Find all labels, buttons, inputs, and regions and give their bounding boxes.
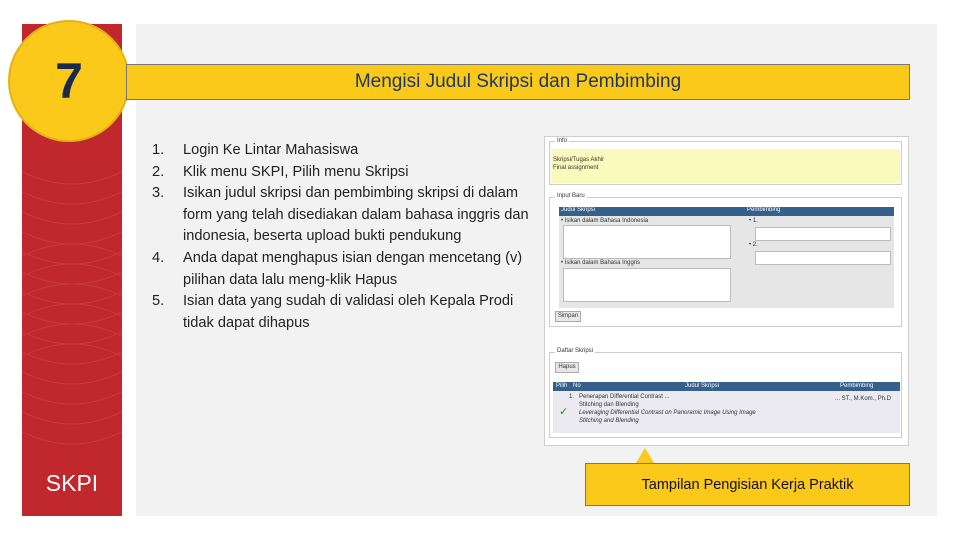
row-line2: Stitching dan Blending <box>579 402 639 408</box>
th-pilih: Pilih <box>556 383 568 389</box>
info-line1: Skripsi/Tugas Akhir <box>553 157 605 163</box>
pembimbing-1-label: • 1. <box>749 218 758 224</box>
row-line4: Stitching and Blending <box>579 418 639 424</box>
row-no: 1. <box>569 394 575 400</box>
step-item <box>152 291 542 334</box>
daftar-legend: Daftar Skripsi <box>557 348 594 354</box>
caption-box <box>585 463 910 506</box>
th-pembimbing: Pembimbing <box>840 383 874 389</box>
step-num: 2. <box>152 163 165 180</box>
step-item <box>152 140 542 162</box>
step-num: 1. <box>152 142 165 158</box>
col-judul-label: Judul Skripsi <box>561 207 596 213</box>
input-legend: Input Baru <box>557 193 585 199</box>
check-icon[interactable]: ✓ <box>559 406 569 418</box>
simpan-button[interactable]: Simpan <box>555 311 581 322</box>
pembimbing-2-input[interactable] <box>755 251 891 265</box>
pembimbing-2-label: • 2. <box>749 242 758 248</box>
form-screenshot <box>544 136 909 446</box>
th-no: No <box>573 383 581 389</box>
judul-id-textarea[interactable] <box>563 225 731 259</box>
step-item <box>152 248 542 291</box>
row-line1: Penerapan Differential Contrast ... <box>579 394 670 400</box>
step-num: 3. <box>152 185 165 202</box>
slide-title: Mengisi Judul Skripsi dan Pembimbing <box>354 71 682 92</box>
row-pembimbing: ... ST., M.Kom., Ph.D <box>835 396 892 402</box>
step-number-badge <box>8 20 130 142</box>
step-text: Isian data yang sudah di validasi oleh Kepala Prodi tidak dapat dihapus <box>183 293 514 331</box>
step-num: 4. <box>152 249 165 266</box>
step-text: Anda dapat menghapus isian dengan mencetang (v) pilihan data lalu meng-klik Hapus <box>183 249 523 288</box>
caption-pointer <box>636 448 654 463</box>
th-judul: Judul Skripsi <box>685 383 720 389</box>
judul-en-textarea[interactable] <box>563 268 731 302</box>
pembimbing-1-input[interactable] <box>755 227 891 241</box>
steps-list <box>152 140 542 334</box>
step-text: Klik menu SKPI, Pilih menu Skripsi <box>183 163 409 180</box>
step-item <box>152 162 542 184</box>
row-line3: Leveraging Differential Contrast on Panoramic Image Using Image <box>579 410 756 416</box>
skpi-label: SKPI <box>45 470 99 496</box>
step-text: Login Ke Lintar Mahasiswa <box>183 142 359 158</box>
judul-en-label: • Isikan dalam Bahasa Inggris <box>561 260 641 266</box>
step-item <box>152 183 542 248</box>
step-number: 7 <box>55 53 83 109</box>
step-text: Isikan judul skripsi dan pembimbing skripsi di dalam form yang telah disediakan dalam bahasa inggris dan indonesia, beserta upload bukti pendukung <box>183 185 529 245</box>
hapus-button[interactable]: Hapus <box>555 362 579 373</box>
title-bar <box>126 64 910 100</box>
info-legend: Info <box>557 138 568 144</box>
col-pembimbing-label: Pembimbing <box>747 207 781 213</box>
info-box <box>551 149 900 183</box>
judul-id-label: • Isikan dalam Bahasa Indonesia <box>561 218 649 224</box>
step-num: 5. <box>152 293 165 310</box>
info-line2: Final assignment <box>553 165 599 171</box>
caption-text: Tampilan Pengisian Kerja Praktik <box>641 476 854 493</box>
